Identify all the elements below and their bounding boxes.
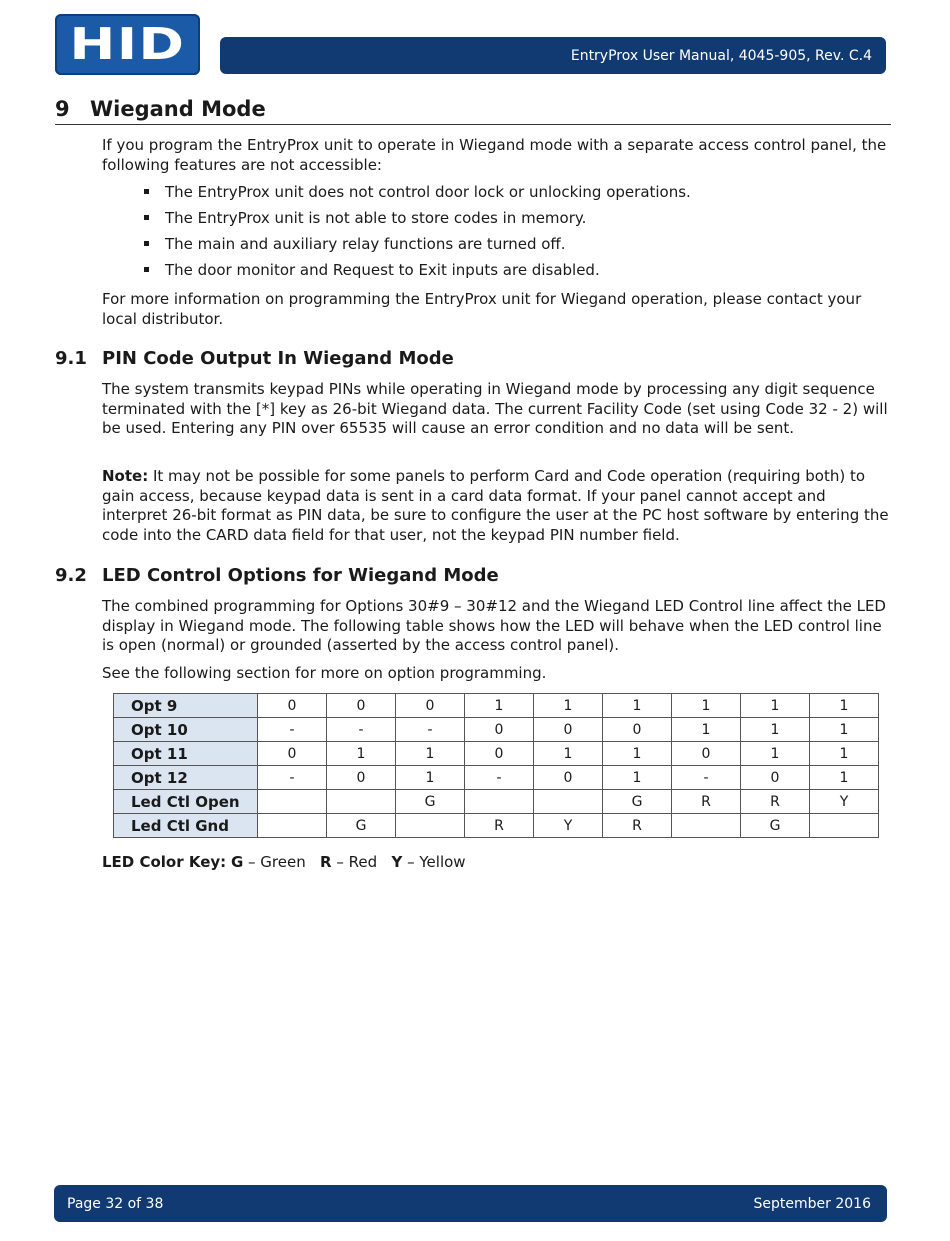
table-cell: 0 xyxy=(672,742,741,766)
table-cell: Y xyxy=(534,814,603,838)
table-cell: R xyxy=(603,814,672,838)
list-item-text: The main and auxiliary relay functions are turned off. xyxy=(165,235,566,253)
list-item-text: The door monitor and Request to Exit inputs are disabled. xyxy=(165,261,600,279)
table-cell: 1 xyxy=(672,718,741,742)
section-9-1-note xyxy=(102,467,892,545)
table-row-header: Led Ctl Gnd xyxy=(114,814,258,838)
table-row xyxy=(114,814,879,838)
table-cell: Y xyxy=(810,790,879,814)
color-key-r-text: – Red xyxy=(331,853,378,871)
list-item xyxy=(144,261,884,287)
table-cell: 0 xyxy=(258,694,327,718)
table-cell: 1 xyxy=(327,742,396,766)
table-cell: 0 xyxy=(465,718,534,742)
table-cell: 1 xyxy=(396,742,465,766)
table-cell: R xyxy=(465,814,534,838)
table-cell: 1 xyxy=(534,694,603,718)
section-9-2-body: The combined programming for Options 30#9 – 30#12 and the Wiegand LED Control line affect the LED display in Wiegand mode. The following table shows how the LED will behave when the LED control line is open (normal) or grounded (asserted by the access control panel). xyxy=(102,597,886,654)
table-cell xyxy=(327,790,396,814)
bullet-square-icon xyxy=(144,189,149,194)
table-row-header: Opt 9 xyxy=(114,694,258,718)
table-cell: - xyxy=(672,766,741,790)
table-cell: 0 xyxy=(534,718,603,742)
table-cell xyxy=(534,790,603,814)
table-cell: - xyxy=(258,766,327,790)
bullet-square-icon xyxy=(144,241,149,246)
led-color-key xyxy=(102,853,466,872)
list-item xyxy=(144,235,884,261)
table-cell: 1 xyxy=(810,766,879,790)
bullet-square-icon xyxy=(144,215,149,220)
table-row-header: Led Ctl Open xyxy=(114,790,258,814)
table-cell: - xyxy=(327,718,396,742)
list-item xyxy=(144,183,884,209)
disabled-features-list xyxy=(144,183,884,287)
list-item-text: The EntryProx unit does not control door lock or unlocking operations. xyxy=(165,183,691,201)
table-row xyxy=(114,694,879,718)
table-cell: 0 xyxy=(327,694,396,718)
document-title: EntryProx User Manual, 4045-905, Rev. C.4 xyxy=(570,47,872,64)
section-9-2-heading xyxy=(55,565,499,587)
led-control-table xyxy=(113,693,879,838)
section-title: PIN Code Output In Wiegand Mode xyxy=(102,348,454,369)
table-cell: 0 xyxy=(534,766,603,790)
table-cell xyxy=(465,790,534,814)
table-cell: G xyxy=(741,814,810,838)
table-cell: 1 xyxy=(810,742,879,766)
table-cell: 1 xyxy=(465,694,534,718)
section-9-heading xyxy=(55,96,891,125)
hid-logo-text: HID xyxy=(69,19,186,70)
table-cell: 0 xyxy=(465,742,534,766)
page-number: Page 32 of 38 xyxy=(67,1195,164,1212)
list-item-text: The EntryProx unit is not able to store codes in memory. xyxy=(165,209,587,227)
table-row-header: Opt 10 xyxy=(114,718,258,742)
table-row xyxy=(114,766,879,790)
table-cell: 0 xyxy=(603,718,672,742)
table-cell: G xyxy=(603,790,672,814)
table-cell: 1 xyxy=(534,742,603,766)
table-cell: 1 xyxy=(603,694,672,718)
table-cell: 1 xyxy=(741,742,810,766)
table-cell: 1 xyxy=(672,694,741,718)
table-cell: 1 xyxy=(741,718,810,742)
table-cell: 1 xyxy=(810,718,879,742)
table-cell: R xyxy=(741,790,810,814)
note-label: Note: xyxy=(102,467,149,485)
table-cell: 0 xyxy=(258,742,327,766)
table-cell: G xyxy=(327,814,396,838)
section-title: Wiegand Mode xyxy=(90,97,266,121)
table-cell xyxy=(672,814,741,838)
section-9-1-heading xyxy=(55,348,454,370)
table-row xyxy=(114,742,879,766)
section-number: 9 xyxy=(55,97,70,121)
table-row xyxy=(114,718,879,742)
note-text: It may not be possible for some panels to perform Card and Code operation (requiring both) to gain access, because keypad data is sent in a card data format. If your panel cannot accept and interpret 26-bit format as PIN data, be sure to configure the user at the PC host software by entering the code into the CARD data field for that user, not the keypad PIN number field. xyxy=(102,467,889,544)
table-cell: - xyxy=(465,766,534,790)
table-cell: 0 xyxy=(327,766,396,790)
table-cell xyxy=(396,814,465,838)
publication-date: September 2016 xyxy=(753,1195,871,1212)
table-cell xyxy=(258,814,327,838)
section-title: LED Control Options for Wiegand Mode xyxy=(102,565,499,586)
color-key-g: G xyxy=(230,853,244,871)
footer-bar xyxy=(54,1185,887,1222)
color-key-g-text: – Green xyxy=(243,853,306,871)
color-key-label: LED Color Key: xyxy=(102,853,227,871)
section-9-2-see-following: See the following section for more on option programming. xyxy=(102,664,547,682)
color-key-r: R xyxy=(320,853,332,871)
section-9-more-info: For more information on programming the EntryProx unit for Wiegand operation, please contact your local distributor. xyxy=(102,290,862,328)
section-number: 9.2 xyxy=(55,565,87,586)
table-row-header: Opt 12 xyxy=(114,766,258,790)
section-number: 9.1 xyxy=(55,348,87,369)
section-9-intro: If you program the EntryProx unit to operate in Wiegand mode with a separate access control panel, the following features are not accessible: xyxy=(102,136,887,174)
table-cell: - xyxy=(396,718,465,742)
table-row xyxy=(114,790,879,814)
table-cell xyxy=(810,814,879,838)
table-cell: 1 xyxy=(810,694,879,718)
table-cell xyxy=(258,790,327,814)
table-cell: 1 xyxy=(396,766,465,790)
header-bar xyxy=(220,37,886,74)
table-row-header: Opt 11 xyxy=(114,742,258,766)
bullet-square-icon xyxy=(144,267,149,272)
table-cell: 1 xyxy=(603,766,672,790)
table-cell: - xyxy=(258,718,327,742)
table-cell: G xyxy=(396,790,465,814)
color-key-y: Y xyxy=(391,853,403,871)
table-cell: 1 xyxy=(603,742,672,766)
table-cell: 1 xyxy=(741,694,810,718)
color-key-y-text: – Yellow xyxy=(402,853,466,871)
section-9-1-body: The system transmits keypad PINs while operating in Wiegand mode by processing any digit sequence terminated with the [*] key as 26-bit Wiegand data. The current Facility Code (set using Code 32 - 2) will be used. Entering any PIN over 65535 will cause an error condition and no data will be sent. xyxy=(102,380,888,437)
hid-logo xyxy=(55,14,200,75)
table-cell: 0 xyxy=(396,694,465,718)
table-cell: R xyxy=(672,790,741,814)
table-cell: 0 xyxy=(741,766,810,790)
list-item xyxy=(144,209,884,235)
